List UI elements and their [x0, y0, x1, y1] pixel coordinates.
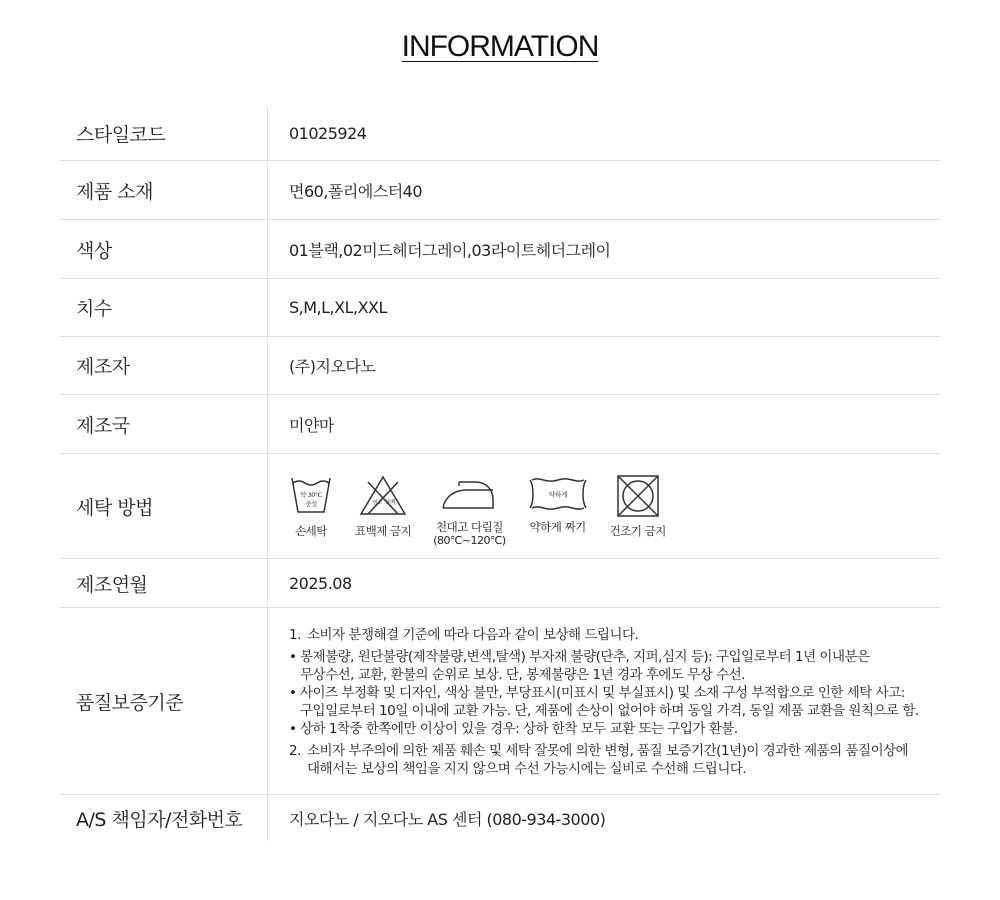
iron-temp-label: (80℃~120℃)	[433, 534, 506, 547]
quality-item-2	[289, 742, 919, 760]
row-color	[60, 220, 940, 279]
as-label: A/S 책임자/전화번호	[60, 795, 268, 841]
style-code-label: 스타일코드	[60, 106, 268, 160]
quality-bullet-3-text: 상하 1착중 한쪽에만 이상이 있을 경우: 상하 한착 모두 교환 또는 구입가 환불.	[300, 721, 738, 737]
color-value: 01블랙,02미드헤더그레이,03라이트헤더그레이	[289, 240, 611, 260]
quality-item-2-line-1: 소비자 부주의에 의한 제품 훼손 및 세탁 잘못에 의한 변형, 품질 보증기간(1년)이 경과한 제품의 품질이상에	[307, 743, 909, 759]
no-tumble-dry-icon	[616, 474, 660, 518]
hand-wash-label: 손세탁	[295, 524, 327, 538]
quality-item-2-line-2: 대해서는 보상의 책임을 지지 않으며 수선 가능시에는 실비로 수선해 드립니다.	[307, 761, 747, 777]
quality-item-1-num: 1.	[289, 627, 301, 643]
size-value: S,M,L,XL,XXL	[289, 298, 387, 317]
quality-bullet-1-cont	[289, 666, 919, 684]
wash-value	[268, 454, 940, 558]
country-value: 미얀마	[289, 415, 334, 435]
quality-item-2-num: 2.	[289, 743, 301, 759]
wash-icon-list	[289, 454, 688, 558]
as-value: 지오다노 / 지오다노 AS 센터 (080-934-3000)	[289, 809, 606, 829]
row-quality	[60, 608, 940, 795]
no-tumble-dry-label: 건조기 금지	[609, 524, 666, 538]
wash-item-gentle-wring	[528, 474, 588, 534]
wash-item-hand-wash	[289, 474, 333, 538]
quality-bullet-2-line-1: 사이즈 부정확 및 디자인, 색상 불만, 부당표시(미표시 및 부실표시) 및 소재 구성 부적합으로 인한 세탁 사고:	[300, 685, 905, 701]
gentle-wring-label: 약하게 짜기	[529, 520, 586, 534]
info-table	[60, 106, 940, 841]
row-size	[60, 279, 940, 337]
no-bleach-chlorine-text: 염소	[372, 500, 382, 506]
wash-label: 세탁 방법	[60, 454, 268, 558]
row-wash	[60, 454, 940, 559]
quality-text	[289, 624, 919, 778]
style-code-value: 01025924	[289, 123, 367, 143]
page-title-wrap	[0, 30, 1000, 64]
no-bleach-icon	[358, 474, 408, 518]
iron-label: 천대고 다림질	[436, 520, 503, 534]
hand-wash-icon	[289, 474, 333, 518]
quality-item-1-text: 소비자 분쟁해결 기준에 따라 다음과 같이 보상해 드립니다.	[307, 627, 639, 643]
quality-bullet-1-line-1: 봉제불량, 원단불량(제작불량,변색,탈색) 부자재 불량(단추, 지퍼,심지 등): 구입일로부터 1년 이내분은	[300, 649, 870, 665]
no-bleach-label: 표백제 금지	[355, 524, 412, 538]
row-date	[60, 559, 940, 608]
quality-value	[268, 608, 940, 794]
hand-wash-temp-text: 약 30°C	[300, 491, 322, 499]
date-label: 제조연월	[60, 559, 268, 607]
wash-item-iron	[433, 474, 506, 548]
quality-item-1	[289, 626, 919, 644]
date-value: 2025.08	[289, 573, 352, 593]
quality-bullet-1-line-2: 무상수선, 교환, 환불의 순위로 보상. 단, 봉제불량은 1년 경과 후에도 무상 수선.	[300, 667, 745, 683]
page-title: INFORMATION	[401, 30, 599, 63]
material-label: 제품 소재	[60, 161, 268, 219]
row-material	[60, 161, 940, 220]
row-country	[60, 395, 940, 454]
size-label: 치수	[60, 279, 268, 336]
quality-label: 품질보증기준	[60, 608, 268, 794]
gentle-wring-icon	[528, 474, 588, 514]
row-maker	[60, 337, 940, 395]
quality-bullet-1-mark: •	[289, 649, 297, 665]
hand-wash-neutral-text: 중성	[305, 500, 317, 508]
wash-item-no-bleach	[355, 474, 411, 538]
quality-item-2-cont	[289, 760, 919, 778]
wash-item-no-tumble-dry	[610, 474, 666, 538]
quality-bullet-2-line-2: 구입일로부터 10일 이내에 교환 가능. 단, 제품에 손상이 없어야 하며 동일 가격, 동일 제품 교환을 원칙으로 함.	[300, 703, 919, 719]
quality-bullet-3-mark: •	[289, 721, 297, 737]
gentle-wring-inner-text: 약하게	[548, 491, 568, 499]
quality-bullet-2-cont	[289, 702, 919, 720]
no-bleach-bleach-text: 표백	[385, 500, 395, 506]
country-label: 제조국	[60, 395, 268, 453]
quality-bullet-1	[289, 648, 919, 666]
iron-icon	[439, 474, 499, 514]
quality-bullet-3	[289, 720, 919, 738]
maker-label: 제조자	[60, 337, 268, 394]
material-value: 면60,폴리에스터40	[289, 181, 423, 201]
row-as	[60, 795, 940, 841]
quality-bullet-2-mark: •	[289, 685, 297, 701]
quality-bullet-2	[289, 684, 919, 702]
maker-value: (주)지오다노	[289, 357, 376, 376]
row-style-code	[60, 106, 940, 161]
color-label: 색상	[60, 220, 268, 278]
